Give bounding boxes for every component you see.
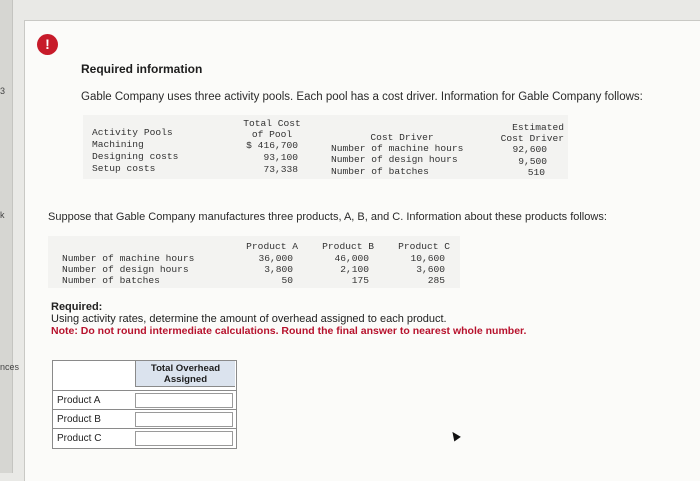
pool-machining: Machining [92, 139, 144, 150]
answer-label-product-b: Product B [57, 414, 101, 425]
edge-label-nces: nces [0, 362, 20, 372]
left-sidebar-strip [0, 0, 13, 473]
cost-designing: 93,100 [263, 152, 298, 163]
answer-header-line-1: Total Overhead [150, 363, 221, 374]
overhead-input-product-a[interactable] [135, 393, 233, 408]
answer-header [135, 361, 235, 387]
estimated-machining: 92,600 [512, 144, 547, 155]
design-hours-b: 2,100 [340, 264, 369, 275]
machine-hours-b: 46,000 [334, 253, 369, 264]
suppose-text: Suppose that Gable Company manufactures three products, A, B, and C. Information about these products follows: [48, 211, 607, 223]
col-header-total-cost-2: of Pool [251, 129, 293, 140]
col-header-total-cost-1: Total Cost [243, 118, 301, 129]
page-title: Required information [81, 62, 203, 76]
answer-header-line-2: Assigned [163, 374, 208, 385]
pool-setup: Setup costs [92, 163, 156, 174]
answer-row-product-c [53, 428, 236, 448]
edge-label-k: k [0, 210, 5, 220]
driver-setup: Number of batches [331, 166, 429, 177]
machine-hours-a: 36,000 [258, 253, 293, 264]
estimated-designing: 9,500 [518, 156, 547, 167]
answer-row-product-a [53, 390, 236, 410]
answer-label-product-c: Product C [57, 433, 102, 444]
pool-designing: Designing costs [92, 151, 179, 162]
driver-designing: Number of design hours [331, 154, 458, 165]
alert-icon: ! [37, 34, 58, 55]
header-product-a: Product A [246, 241, 298, 252]
driver-machining: Number of machine hours [331, 143, 464, 154]
design-hours-c: 3,600 [416, 264, 445, 275]
required-text: Using activity rates, determine the amount of overhead assigned to each product. [51, 313, 447, 325]
answer-table [52, 360, 237, 449]
row-label-design-hours: Number of design hours [62, 264, 189, 275]
col-header-estimated-2: Cost Driver [500, 133, 564, 144]
overhead-input-product-b[interactable] [135, 412, 233, 427]
intro-text: Gable Company uses three activity pools. Each pool has a cost driver. Information for Gable Company follows: [81, 91, 643, 103]
col-header-estimated-1: Estimated [512, 122, 564, 133]
batches-b: 175 [351, 275, 369, 286]
row-label-batches: Number of batches [62, 275, 160, 286]
batches-c: 285 [427, 275, 445, 286]
overhead-input-product-c[interactable] [135, 431, 233, 446]
cost-setup: 73,338 [263, 164, 298, 175]
col-header-driver: Cost Driver [370, 132, 434, 143]
cost-machining: $ 416,700 [246, 140, 298, 151]
machine-hours-c: 10,600 [410, 253, 445, 264]
batches-a: 50 [281, 275, 293, 286]
col-header-activity: Activity Pools [92, 127, 173, 138]
edge-label-3: 3 [0, 86, 6, 96]
answer-label-product-a: Product A [57, 395, 101, 406]
required-note: Note: Do not round intermediate calculations. Round the final answer to nearest whole number. [51, 325, 527, 337]
header-product-c: Product C [398, 241, 450, 252]
row-label-machine-hours: Number of machine hours [62, 253, 195, 264]
estimated-setup: 510 [527, 167, 545, 178]
design-hours-a: 3,800 [264, 264, 293, 275]
answer-row-product-b [53, 409, 236, 429]
required-title: Required: [51, 301, 103, 313]
header-product-b: Product B [322, 241, 374, 252]
